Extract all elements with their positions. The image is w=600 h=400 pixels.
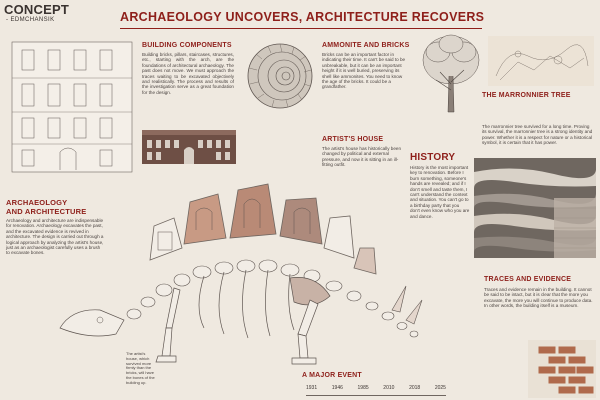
archaeology-title: ARCHAEOLOGY: [6, 198, 68, 207]
traces-title: TRACES AND EVIDENCE: [484, 276, 572, 283]
building-strip-drawing: [142, 128, 236, 164]
timeline-years: [306, 385, 446, 391]
artists-house-title: ARTIST'S HOUSE: [322, 136, 384, 143]
skeleton-drawing: [54, 178, 426, 368]
timeline-year: 2018: [409, 385, 421, 391]
page-title: ARCHAEOLOGY UNCOVERS, ARCHITECTURE RECOVERS: [120, 10, 485, 24]
artists-note-text: The artist's house, which survived more firmly than the bricks, will have the bones of the building up.: [126, 351, 155, 385]
building-components-title: BUILDING COMPONENTS: [142, 42, 232, 49]
archaeology-text: Archaeology and architecture are indispensable for renovation. Archaeology excavates the past, and the excavated evidence is revived in architecture. The design is carried out through a logical approach by analyzing the artist's house, just as an archaeologist carefully uses a brush to excavate bones.: [6, 218, 104, 256]
marronnier-title: THE MARRONNIER TREE: [482, 92, 571, 99]
timeline-line: [306, 395, 446, 396]
timeline-title: A MAJOR EVENT: [302, 372, 362, 379]
strata-drawing: [474, 158, 596, 258]
marronnier-text: The marronnier tree survived for a long time. Proving its survival, the marronnier tree is a strong identity and power. Whether it is a respect for nature or a historical symbol, it is certain that it has power.: [482, 124, 593, 146]
marronnier-tree-drawing: [418, 32, 484, 116]
artists-house-text: The artist's house has historically been changed by political and external pressure, and now it is sitting in an ill-fitting outfit.: [322, 146, 402, 168]
timeline-year: 1946: [331, 385, 343, 391]
title-underline: [120, 28, 482, 29]
brick-wall-image: [528, 340, 596, 398]
history-title: HISTORY: [410, 152, 456, 163]
timeline-year: 1931: [306, 385, 318, 391]
timeline-year: 2025: [434, 385, 446, 391]
building-components-text: Building bricks, pillars, staircases, structures, etc., starting with the arch, are the foundations of architectural archaeology. The past does not move. We must approach the traces waiting to be excavated objectively and realistically. The process and results of the investigation serve as a great foundation for the design.: [142, 52, 234, 95]
facade-elevation-drawing: [8, 40, 136, 175]
ammonite-drawing: [244, 40, 316, 112]
history-text: History is the most important key to renovation. Before I burn something, someone's hands are revealed; and if I don't smell and taste them, I can't understand the context and situation. You can't go to a birthday party that you don't even know who you are and dance.: [410, 165, 470, 219]
ammonite-text: Bricks can be an important factor in indicating their time. It can't be said to be unbreakable, but it can be an important height if it is well buried, preserving its shell like ammonites. You need to know the age of the bricks. It could be a grandfather.: [322, 52, 406, 90]
timeline-year: 1985: [357, 385, 369, 391]
traces-text: Traces and evidence remain in the building. It cannot be said to be intact, but it is clear that the more you excavate, the more you will continue to produce data. In other words, the building itself is a museum.: [484, 287, 593, 309]
concept-label: CONCEPT: [4, 2, 69, 17]
architecture-title: AND ARCHITECTURE: [6, 207, 87, 216]
timeline-year: 2010: [383, 385, 395, 391]
ammonite-title: AMMONITE AND BRICKS: [322, 42, 410, 49]
author-label: - EDMCHANSIK: [6, 17, 55, 23]
sketch-drawing: [488, 36, 594, 86]
